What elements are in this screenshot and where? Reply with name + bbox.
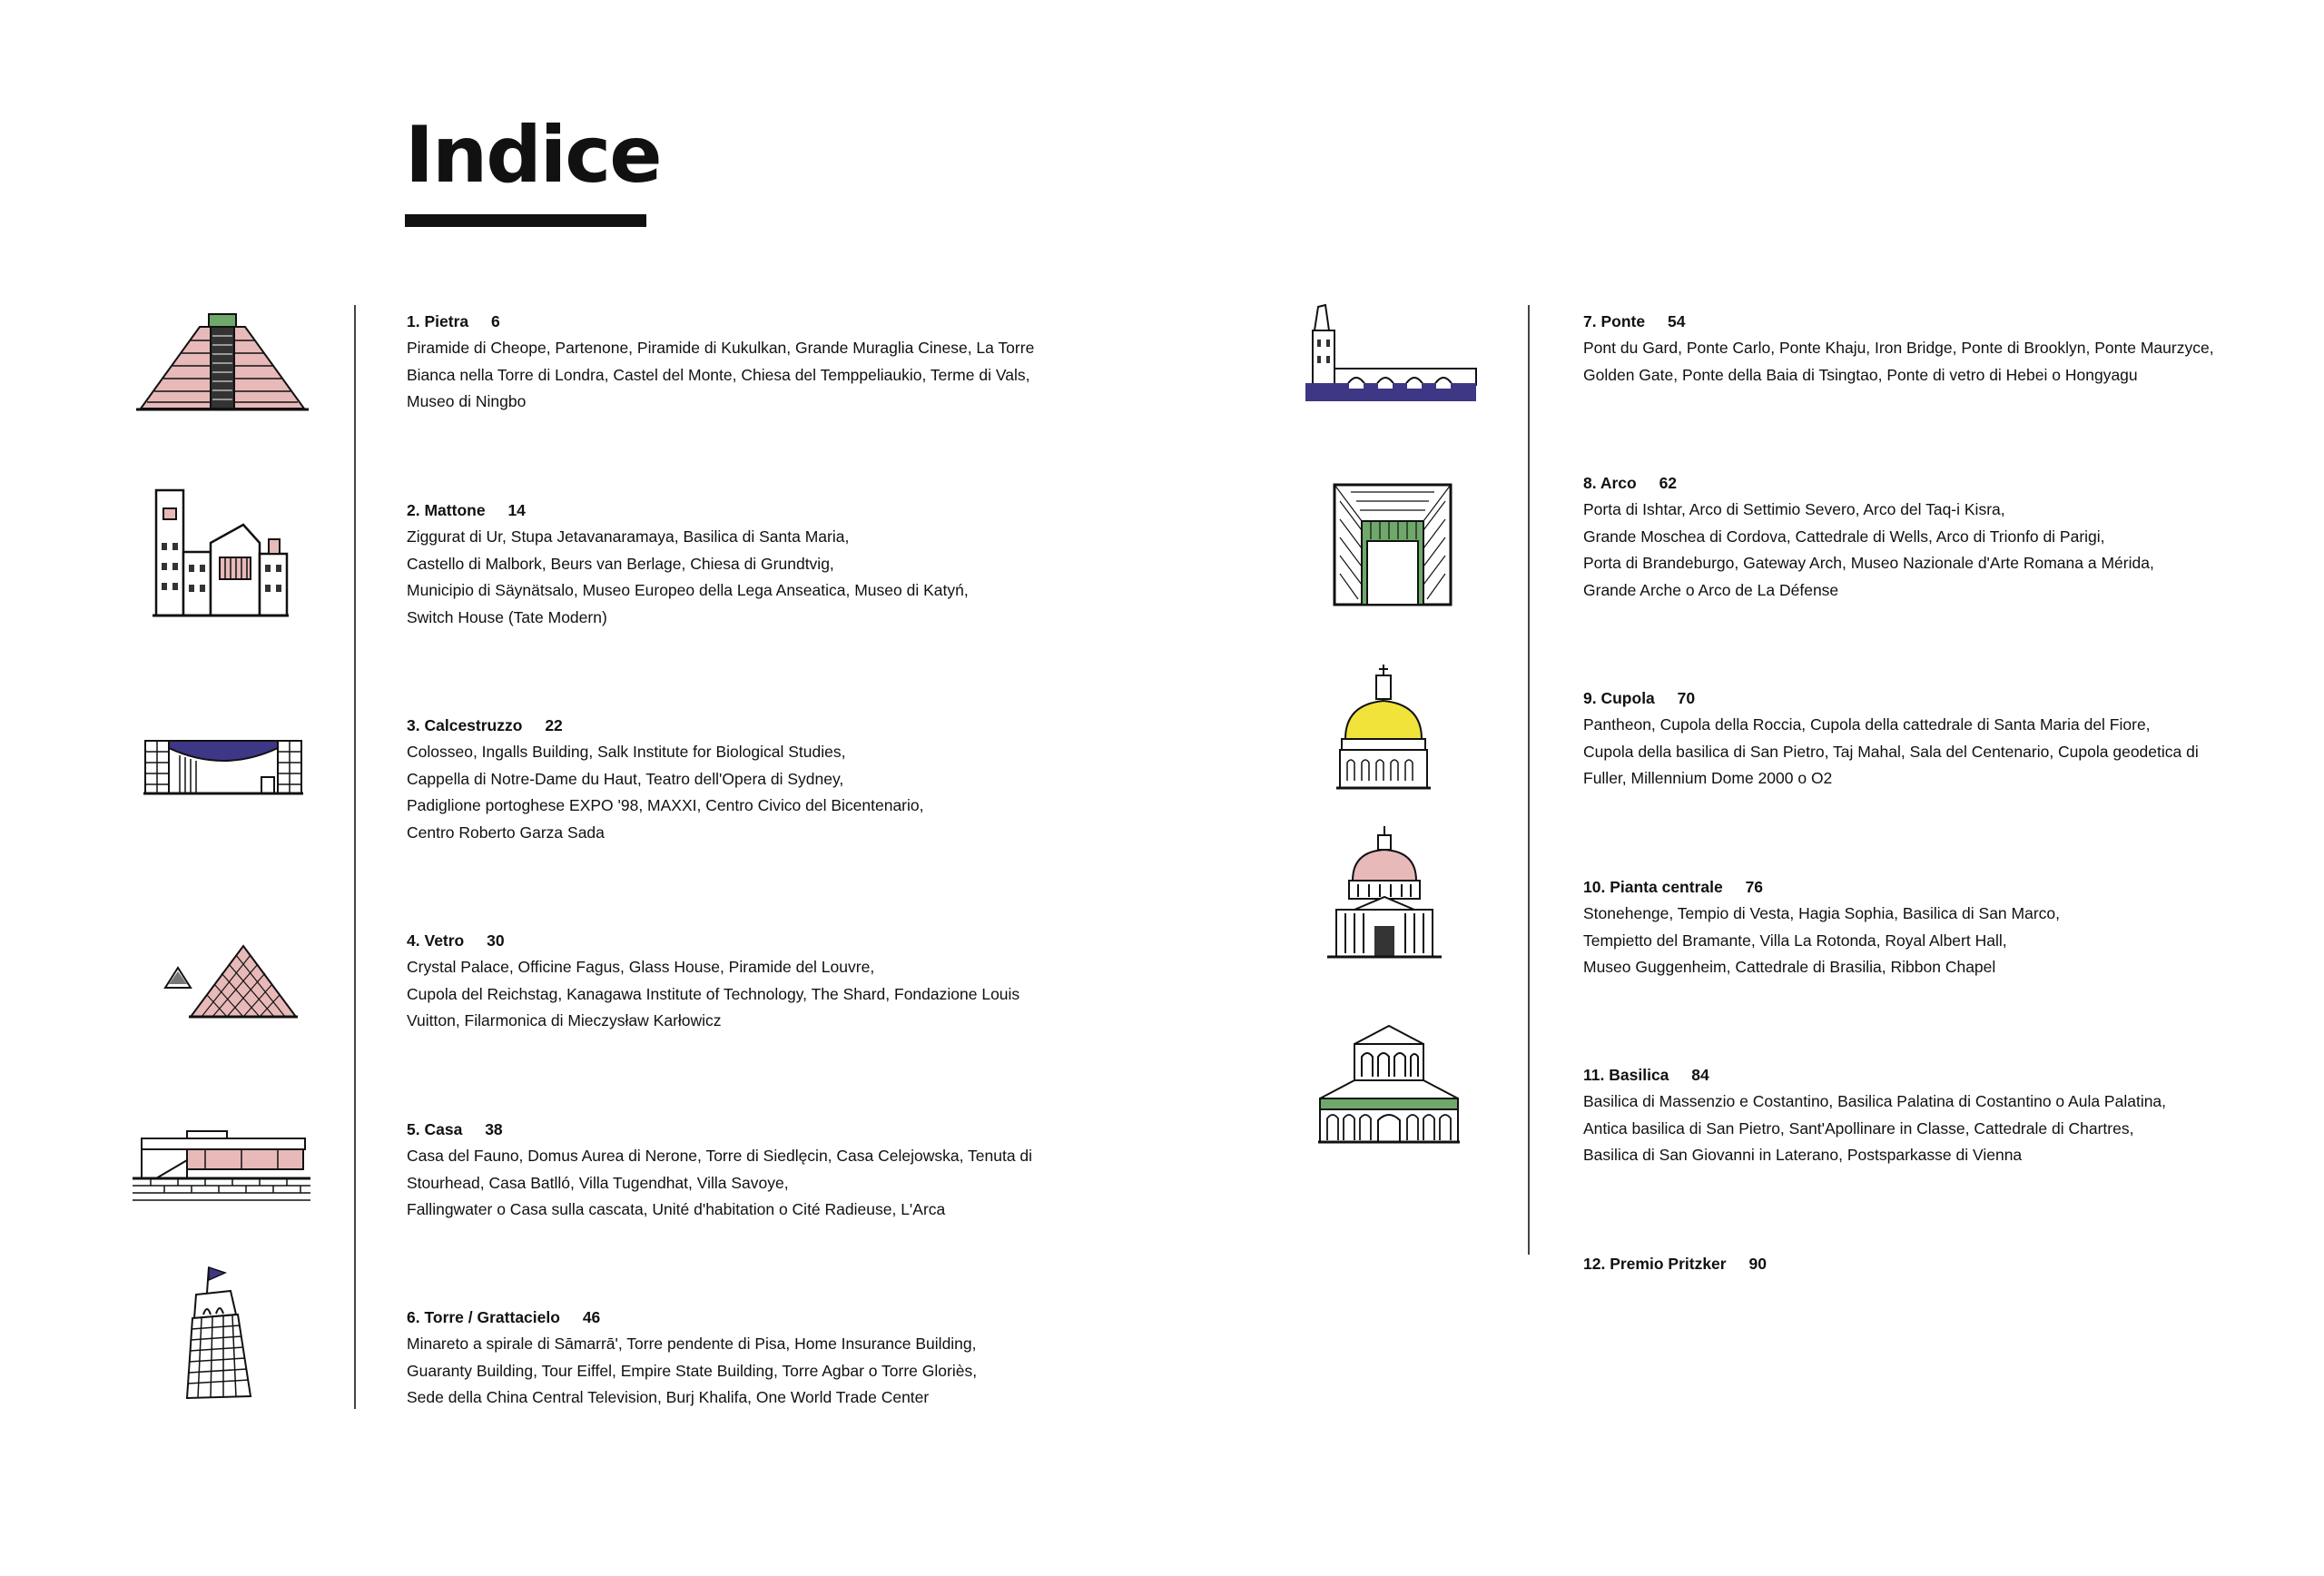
entry-name: Ponte	[1600, 312, 1646, 330]
entry-page-number: 62	[1659, 474, 1678, 492]
entry-line: Fuller, Millennium Dome 2000 o O2	[1583, 769, 1833, 787]
entry-page-number: 70	[1677, 689, 1696, 707]
entry-page-number: 38	[485, 1120, 503, 1138]
brick-town-hall-icon	[153, 488, 289, 619]
entry-name: Calcestruzzo	[424, 716, 523, 734]
entry-line: Crystal Palace, Officine Fagus, Glass House, Piramide del Louvre,	[407, 958, 875, 976]
leaning-tower-icon	[182, 1264, 258, 1400]
index-entry-pietra[interactable]	[407, 308, 1078, 416]
entry-line: Bianca nella Torre di Londra, Castel del Monte, Chiesa del Temppeliaukio, Terme di Vals,	[407, 365, 1030, 384]
entry-name: Cupola	[1600, 689, 1655, 707]
entry-number: 5.	[407, 1120, 420, 1138]
entry-page-number: 46	[582, 1308, 601, 1326]
index-entry-basilica[interactable]	[1583, 1061, 2237, 1169]
entry-heading	[407, 1304, 1078, 1331]
entry-name: Vetro	[424, 931, 465, 950]
entry-line: Casa del Fauno, Domus Aurea di Nerone, Torre di Siedlęcin, Casa Celejowska, Tenuta di	[407, 1147, 1033, 1165]
entry-line: Cupola del Reichstag, Kanagawa Institute of Technology, The Shard, Fondazione Louis	[407, 984, 1020, 1003]
entry-line: Porta di Ishtar, Arco di Settimio Severo, Arco del Taq-i Kisra,	[1583, 500, 2005, 518]
entry-line: Vuitton, Filarmonica di Mieczysław Karłowicz	[407, 1011, 722, 1029]
entry-line: Fallingwater o Casa sulla cascata, Unité d'habitation o Cité Radieuse, L'Arca	[407, 1200, 946, 1218]
entry-description	[1583, 901, 2237, 981]
entry-number: 2.	[407, 501, 420, 519]
entry-line: Castello di Malbork, Beurs van Berlage, Chiesa di Grundtvig,	[407, 554, 834, 573]
index-entry-pianta-centrale[interactable]	[1583, 873, 2237, 981]
entry-line: Pont du Gard, Ponte Carlo, Ponte Khaju, Iron Bridge, Ponte di Brooklyn, Ponte Maurzyce,	[1583, 339, 2214, 357]
villa-house-icon	[133, 1129, 310, 1204]
entry-line: Stonehenge, Tempio di Vesta, Hagia Sophia, Basilica di San Marco,	[1583, 904, 2060, 922]
entry-line: Museo di Ningbo	[407, 392, 527, 410]
index-entry-ponte[interactable]	[1583, 308, 2237, 389]
entry-line: Stourhead, Casa Batlló, Villa Tugendhat, Villa Savoye,	[407, 1173, 789, 1192]
entry-line: Basilica di Massenzio e Costantino, Basilica Palatina di Costantino o Aula Palatina,	[1583, 1092, 2167, 1110]
yellow-dome-icon	[1336, 663, 1431, 792]
entry-page-number: 90	[1748, 1255, 1767, 1273]
entry-description	[1583, 335, 2237, 389]
entry-heading	[1583, 469, 2237, 497]
entry-line: Municipio di Säynätsalo, Museo Europeo della Lega Anseatica, Museo di Katyń,	[407, 581, 969, 599]
entry-heading	[407, 308, 1078, 335]
index-entry-torre-grattacielo[interactable]	[407, 1304, 1078, 1412]
grande-arche-icon	[1333, 483, 1452, 606]
entry-page-number: 14	[507, 501, 526, 519]
entry-line: Guaranty Building, Tour Eiffel, Empire State Building, Torre Agbar o Torre Gloriès,	[407, 1361, 978, 1380]
entry-page-number: 84	[1691, 1066, 1709, 1084]
index-entry-premio-pritzker[interactable]	[1583, 1250, 2237, 1277]
entry-heading	[1583, 685, 2237, 712]
entry-heading	[407, 497, 1078, 524]
entry-number: 6.	[407, 1308, 420, 1326]
entry-line: Ziggurat di Ur, Stupa Jetavanaramaya, Basilica di Santa Maria,	[407, 527, 850, 546]
entry-description	[407, 954, 1078, 1035]
charles-bridge-icon	[1304, 303, 1480, 403]
entry-number: 3.	[407, 716, 420, 734]
left-divider	[354, 305, 356, 1409]
entry-line: Basilica di San Giovanni in Laterano, Postsparkasse di Vienna	[1583, 1146, 2023, 1164]
entry-name: Arco	[1600, 474, 1637, 492]
entry-page-number: 76	[1745, 878, 1764, 896]
entry-number: 11.	[1583, 1066, 1605, 1084]
entry-line: Padiglione portoghese EXPO '98, MAXXI, Centro Civico del Bicentenario,	[407, 796, 924, 814]
entry-heading	[1583, 1061, 2237, 1088]
index-entry-vetro[interactable]	[407, 927, 1078, 1035]
entry-number: 8.	[1583, 474, 1597, 492]
entry-name: Casa	[424, 1120, 463, 1138]
entry-heading	[407, 712, 1078, 739]
entry-number: 7.	[1583, 312, 1597, 330]
entry-line: Grande Arche o Arco de La Défense	[1583, 580, 1839, 599]
entry-line: Switch House (Tate Modern)	[407, 607, 607, 626]
index-entry-casa[interactable]	[407, 1116, 1078, 1224]
entry-name: Premio Pritzker	[1610, 1255, 1727, 1273]
entry-number: 4.	[407, 931, 420, 950]
index-entry-mattone[interactable]	[407, 497, 1078, 631]
entry-name: Basilica	[1609, 1066, 1669, 1084]
right-divider	[1528, 305, 1530, 1255]
entry-number: 1.	[407, 312, 420, 330]
entry-description	[1583, 712, 2237, 793]
entry-line: Piramide di Cheope, Partenone, Piramide di Kukulkan, Grande Muraglia Cinese, La Torre	[407, 339, 1035, 357]
entry-heading	[1583, 873, 2237, 901]
pyramid-kukulkan-icon	[136, 313, 309, 413]
index-entry-arco[interactable]	[1583, 469, 2237, 604]
entry-heading	[407, 1116, 1078, 1143]
entry-number: 10.	[1583, 878, 1606, 896]
entry-line: Grande Moschea di Cordova, Cattedrale di Wells, Arco di Trionfo di Parigi,	[1583, 527, 2105, 546]
title-underline	[405, 214, 646, 227]
entry-name: Pietra	[424, 312, 469, 330]
entry-heading	[1583, 308, 2237, 335]
entry-description	[407, 524, 1078, 631]
entry-line: Cupola della basilica di San Pietro, Taj Mahal, Sala del Centenario, Cupola geodetica di	[1583, 742, 2199, 761]
entry-line: Tempietto del Bramante, Villa La Rotonda, Royal Albert Hall,	[1583, 931, 2007, 950]
entry-heading	[1583, 1250, 2237, 1277]
entry-description	[407, 739, 1078, 846]
index-entry-cupola[interactable]	[1583, 685, 2237, 793]
entry-line: Museo Guggenheim, Cattedrale di Brasilia, Ribbon Chapel	[1583, 958, 1996, 976]
entry-line: Sede della China Central Television, Burj Khalifa, One World Trade Center	[407, 1388, 930, 1406]
entry-line: Cappella di Notre-Dame du Haut, Teatro dell'Opera di Sydney,	[407, 769, 844, 788]
page-title: Indice	[405, 110, 661, 201]
central-plan-temple-icon	[1327, 824, 1442, 960]
entry-description	[407, 335, 1078, 416]
index-entry-calcestruzzo[interactable]	[407, 712, 1078, 846]
entry-line: Minareto a spirale di Sāmarrā', Torre pendente di Pisa, Home Insurance Building,	[407, 1335, 977, 1353]
entry-page-number: 30	[487, 931, 505, 950]
entry-line: Colosseo, Ingalls Building, Salk Institute for Biological Studies,	[407, 743, 846, 761]
entry-name: Torre / Grattacielo	[424, 1308, 560, 1326]
entry-name: Pianta centrale	[1610, 878, 1723, 896]
basilica-facade-icon	[1318, 1024, 1460, 1146]
entry-number: 9.	[1583, 689, 1597, 707]
entry-name: Mattone	[424, 501, 486, 519]
entry-line: Pantheon, Cupola della Roccia, Cupola della cattedrale di Santa Maria del Fiore,	[1583, 715, 2151, 734]
entry-description	[407, 1143, 1078, 1224]
entry-description	[407, 1331, 1078, 1412]
entry-number: 12.	[1583, 1255, 1606, 1273]
entry-line: Porta di Brandeburgo, Gateway Arch, Museo Nazionale d'Arte Romana a Mérida,	[1583, 554, 2154, 572]
entry-page-number: 6	[491, 312, 500, 330]
entry-line: Antica basilica di San Pietro, Sant'Apollinare in Classe, Cattedrale di Chartres,	[1583, 1118, 2134, 1138]
louvre-pyramid-icon	[153, 944, 298, 1019]
entry-page-number: 22	[545, 716, 563, 734]
entry-description	[1583, 497, 2237, 604]
entry-line: Golden Gate, Ponte della Baia di Tsingtao, Ponte di vetro di Hebei o Hongyagu	[1583, 365, 2138, 384]
concrete-bridge-building-icon	[143, 737, 303, 795]
entry-page-number: 54	[1667, 312, 1686, 330]
entry-heading	[407, 927, 1078, 954]
entry-description	[1583, 1088, 2237, 1169]
entry-line: Centro Roberto Garza Sada	[407, 822, 605, 842]
